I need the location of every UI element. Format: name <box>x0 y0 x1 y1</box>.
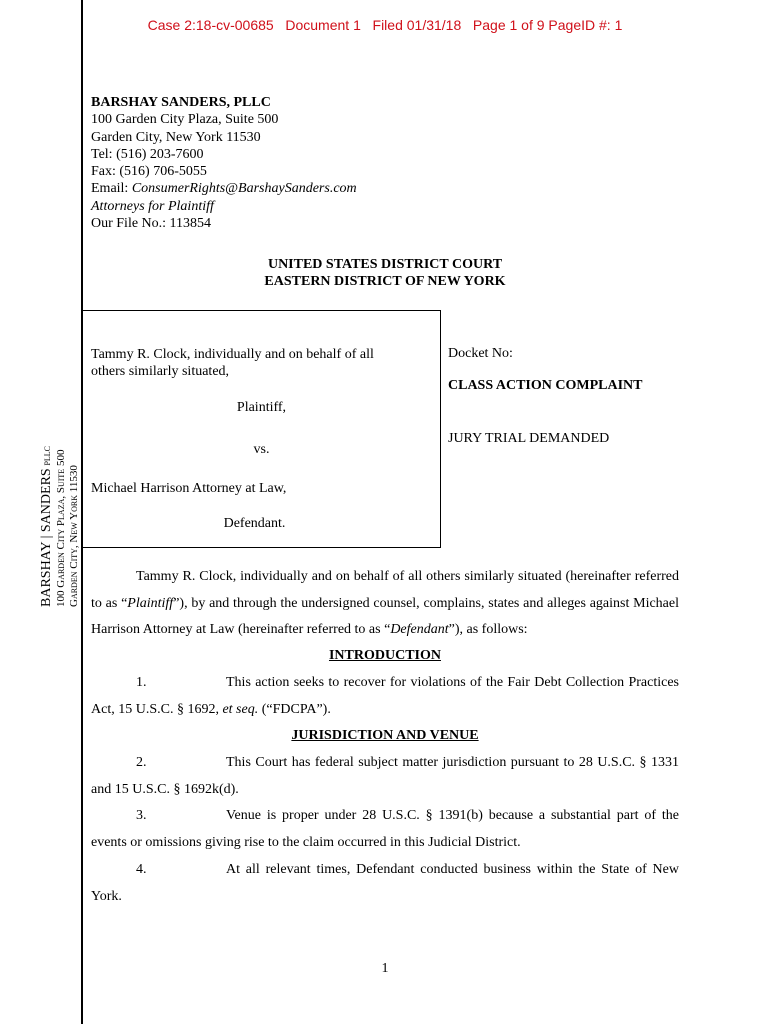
firm-sidebar-mark <box>39 207 79 607</box>
paragraph-1-et-seq: et seq. <box>222 701 259 717</box>
versus-label: vs. <box>253 442 270 457</box>
intro-paragraph <box>91 564 679 644</box>
case-caption-box <box>82 310 441 548</box>
heading-introduction: INTRODUCTION <box>328 648 441 663</box>
paragraph-3-number: 3. <box>136 808 147 823</box>
sidebar-brand-suffix: pllc <box>41 445 53 469</box>
firm-telephone: Tel: (516) 203-7600 <box>91 146 204 162</box>
jury-demand: JURY TRIAL DEMANDED <box>448 431 610 446</box>
defendant-role: Defendant. <box>223 516 286 531</box>
firm-address-line-2: Garden City, New York 11530 <box>91 129 261 145</box>
firm-file-number: Our File No.: 113854 <box>91 216 212 232</box>
sidebar-brand <box>39 207 55 607</box>
firm-name: BARSHAY SANDERS, PLLC <box>91 95 271 110</box>
plaintiff-line-2: others similarly situated, <box>91 364 230 379</box>
paragraph-1 <box>91 670 679 723</box>
paragraph-1-text-a: This action seeks to recover for violations of the Fair Debt Collection Practices Act, 15 U.S.C. § 1692, <box>91 675 679 717</box>
heading-jurisdiction-venue: JURISDICTION AND VENUE <box>291 728 479 743</box>
firm-email-line <box>91 180 357 197</box>
intro-text-a: Tammy R. Clock, individually and on behalf of all others similarly situated (hereinafter referred to as “ <box>91 569 679 611</box>
paragraph-3 <box>91 803 679 856</box>
paragraph-2 <box>91 750 679 803</box>
paragraph-2-number: 2. <box>136 755 147 770</box>
court-name: UNITED STATES DISTRICT COURT <box>267 257 503 272</box>
paragraph-1-number: 1. <box>136 675 147 690</box>
paragraph-1-text-b: (“FDCPA”). <box>258 701 331 717</box>
sidebar-brand-name: BARSHAY | SANDERS <box>39 468 54 607</box>
sidebar-address-line-2: Garden City, New York 11530 <box>68 465 80 607</box>
firm-email-label: Email: <box>91 181 132 197</box>
page-number: 1 <box>381 961 389 976</box>
intro-text-c: ”), as follows: <box>448 622 528 637</box>
firm-role: Attorneys for Plaintiff <box>91 198 214 214</box>
paragraph-4 <box>91 857 679 910</box>
defendant-name: Michael Harrison Attorney at Law, <box>91 481 287 496</box>
paragraph-4-number: 4. <box>136 862 147 877</box>
paragraph-2-text: This Court has federal subject matter jurisdiction pursuant to 28 U.S.C. § 1331 and 15 U.S.C. § 1692k(d). <box>91 755 679 797</box>
plaintiff-line-1: Tammy R. Clock, individually and on behalf of all <box>91 347 374 362</box>
plaintiff-name <box>91 346 374 380</box>
intro-defendant-term: Defendant <box>390 622 449 637</box>
intro-text-b: ”), by and through the undersigned counsel, complains, states and alleges against Michael Harrison Attorney at Law (hereinafter referred to as “ <box>91 595 680 637</box>
document-title: CLASS ACTION COMPLAINT <box>448 378 643 393</box>
plaintiff-role: Plaintiff, <box>236 400 287 415</box>
firm-contact-block <box>91 94 357 232</box>
sidebar-address-line-1: 100 Garden City Plaza, Suite 500 <box>55 449 67 607</box>
paragraph-4-text: At all relevant times, Defendant conducted business within the State of New York. <box>91 862 679 904</box>
paragraph-3-text: Venue is proper under 28 U.S.C. § 1391(b) because a substantial part of the events or omissions giving rise to the claim occurred in this Judicial District. <box>91 808 679 850</box>
firm-fax: Fax: (516) 706-5055 <box>91 164 207 180</box>
intro-plaintiff-term: Plaintiff <box>127 595 174 611</box>
firm-email-address: ConsumerRights@BarshaySanders.com <box>131 181 357 197</box>
case-header-stamp: Case 2:18-cv-00685 Document 1 Filed 01/31/18 Page 1 of 9 PageID #: 1 <box>147 17 623 33</box>
docket-number: Docket No: <box>448 346 513 361</box>
court-district: EASTERN DISTRICT OF NEW YORK <box>264 274 506 289</box>
court-caption <box>0 256 770 290</box>
firm-address-line-1: 100 Garden City Plaza, Suite 500 <box>91 112 279 128</box>
